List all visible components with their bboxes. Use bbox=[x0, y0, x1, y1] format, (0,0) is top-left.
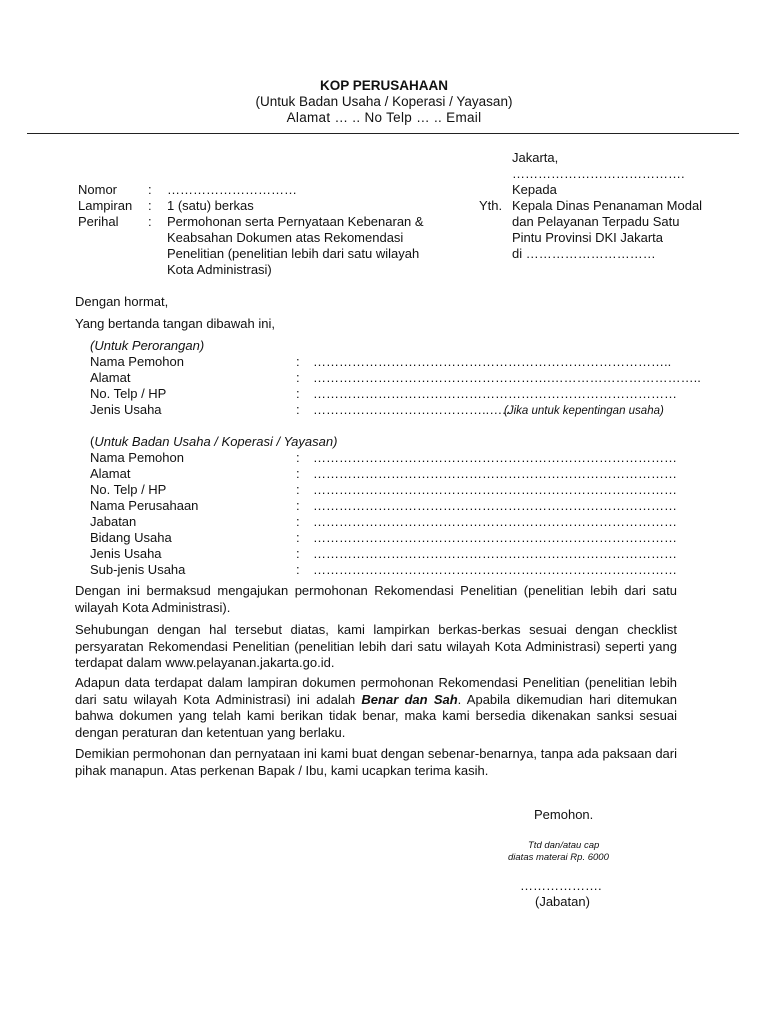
greeting: Dengan hormat, bbox=[75, 294, 169, 309]
bu-alamat-value: ………………………………………………………………………… bbox=[313, 466, 677, 481]
perihal-line-1: Permohonan serta Pernyataan Kebenaran & bbox=[167, 214, 424, 229]
badan-usaha-heading bbox=[90, 434, 337, 450]
perorangan-jenis-value: …………………………………..….. bbox=[313, 402, 510, 417]
perorangan-jenis-colon: : bbox=[296, 402, 300, 417]
bu-bidang-colon: : bbox=[296, 530, 300, 545]
bu-jenis-label: Jenis Usaha bbox=[90, 546, 162, 561]
paragraph-3 bbox=[75, 675, 677, 741]
bu-perusahaan-value: ………………………………………………………………………… bbox=[313, 498, 677, 513]
bu-telp-value: ………………………………………………………………………… bbox=[313, 482, 677, 497]
bu-jabatan-colon: : bbox=[296, 514, 300, 529]
signature-ttd-line1: Ttd dan/atau cap bbox=[528, 840, 600, 851]
intro-text: Yang bertanda tangan dibawah ini, bbox=[75, 316, 275, 331]
date-dots: …………………………………. bbox=[512, 166, 685, 181]
bu-subjenis-value: ………………………………………………………………………… bbox=[313, 562, 677, 577]
perorangan-nama-label: Nama Pemohon bbox=[90, 354, 184, 369]
nomor-colon: : bbox=[148, 182, 152, 197]
bu-perusahaan-colon: : bbox=[296, 498, 300, 513]
bu-bidang-label: Bidang Usaha bbox=[90, 530, 172, 545]
badan-usaha-heading-text: Untuk Badan Usaha / Koperasi / Yayasan) bbox=[94, 434, 338, 449]
bu-telp-colon: : bbox=[296, 482, 300, 497]
perorangan-nama-value: ……………………………………………………………………….. bbox=[313, 354, 672, 369]
perihal-line-4: Kota Administrasi) bbox=[167, 262, 272, 277]
city-label: Jakarta, bbox=[512, 150, 559, 165]
nomor-value: ………………………… bbox=[167, 182, 297, 197]
paragraph-3-after: . Apabila dikemudian hari ditemukan bahwa dokumen yang telah kami berikan tidak benar, maka kami bersedia dikenakan sanksi sesuai dengan peraturan dan ketentuan yang berlaku. bbox=[75, 691, 677, 740]
bu-jenis-value: ………………………………………………………………………… bbox=[313, 546, 677, 561]
perorangan-telp-label: No. Telp / HP bbox=[90, 386, 167, 401]
signature-name-dots: ………………. bbox=[520, 878, 602, 893]
recipient-line-2: dan Pelayanan Terpadu Satu bbox=[512, 214, 680, 229]
recipient-line-4: di ………………………… bbox=[512, 246, 656, 261]
bu-subjenis-colon: : bbox=[296, 562, 300, 577]
letterhead-title: KOP PERUSAHAAN bbox=[319, 78, 449, 93]
perorangan-alamat-value: ……………………………………………….…………………………….. bbox=[313, 370, 701, 385]
bu-jabatan-label: Jabatan bbox=[90, 514, 137, 529]
bu-telp-label: No. Telp / HP bbox=[90, 482, 167, 497]
signature-ttd-line2: diatas materai Rp. 6000 bbox=[508, 852, 609, 863]
bu-nama-value: ………………………………………………………………………… bbox=[313, 450, 677, 465]
letterhead-divider bbox=[27, 133, 739, 134]
bu-subjenis-label: Sub-jenis Usaha bbox=[90, 562, 186, 577]
perorangan-jenis-note: (Jika untuk kepentingan usaha) bbox=[504, 405, 664, 417]
paragraph-1: Dengan ini bermaksud mengajukan permohonan Rekomendasi Penelitian (penelitian lebih dari satu wilayah Kota Administrasi). bbox=[75, 583, 677, 615]
kepada-label: Kepada bbox=[512, 182, 557, 197]
letterhead-subtitle: (Untuk Badan Usaha / Koperasi / Yayasan) bbox=[255, 94, 513, 109]
signature-jabatan: (Jabatan) bbox=[535, 894, 590, 909]
lampiran-value: 1 (satu) berkas bbox=[167, 198, 254, 213]
letterhead-address: Alamat … .. No Telp … .. Email bbox=[286, 110, 482, 125]
perorangan-alamat-label: Alamat bbox=[90, 370, 131, 385]
yth-label: Yth. bbox=[479, 198, 503, 213]
perihal-colon: : bbox=[148, 214, 152, 229]
bu-alamat-label: Alamat bbox=[90, 466, 131, 481]
bu-nama-colon: : bbox=[296, 450, 300, 465]
bu-jabatan-value: ………………………………………………………………………… bbox=[313, 514, 677, 529]
bu-alamat-colon: : bbox=[296, 466, 300, 481]
paragraph-4: Demikian permohonan dan pernyataan ini kami buat dengan sebenar-benarnya, tanpa ada paksaan dari pihak manapun. Atas perkenan Bapak / Ibu, kami ucapkan terima kasih. bbox=[75, 746, 677, 778]
lampiran-label: Lampiran bbox=[78, 198, 133, 213]
perorangan-nama-colon: : bbox=[296, 354, 300, 369]
signature-pemohon: Pemohon. bbox=[534, 807, 594, 822]
paragraph-3-emphasis: Benar dan Sah bbox=[361, 691, 458, 707]
bu-perusahaan-label: Nama Perusahaan bbox=[90, 498, 199, 513]
perorangan-jenis-label: Jenis Usaha bbox=[90, 402, 162, 417]
recipient-line-1: Kepala Dinas Penanaman Modal bbox=[512, 198, 703, 213]
perihal-line-2: Keabsahan Dokumen atas Rekomendasi bbox=[167, 230, 404, 245]
bu-bidang-value: ………………………………………………………………………… bbox=[313, 530, 677, 545]
paragraph-2: Sehubungan dengan hal tersebut diatas, kami lampirkan berkas-berkas sesuai dengan checklist persyaratan Rekomendasi Penelitian (penelitian lebih dari satu wilayah Kota Administrasi) seperti yang terdapat dalam www.pelayanan.jakarta.go.id. bbox=[75, 622, 677, 670]
perihal-line-3: Penelitian (penelitian lebih dari satu wilayah bbox=[167, 246, 420, 261]
lampiran-colon: : bbox=[148, 198, 152, 213]
perorangan-heading: (Untuk Perorangan) bbox=[90, 338, 205, 353]
perihal-label: Perihal bbox=[78, 214, 119, 229]
nomor-label: Nomor bbox=[78, 182, 118, 197]
perorangan-alamat-colon: : bbox=[296, 370, 300, 385]
perorangan-telp-colon: : bbox=[296, 386, 300, 401]
badan-usaha-heading-paren: ( bbox=[90, 434, 95, 449]
perorangan-telp-value: ………………………………………………………………………… bbox=[313, 386, 677, 401]
bu-nama-label: Nama Pemohon bbox=[90, 450, 184, 465]
recipient-line-3: Pintu Provinsi DKI Jakarta bbox=[512, 230, 664, 245]
paragraph-3-before: Adapun data terdapat dalam lampiran dokumen permohonan Rekomendasi Penelitian (penelitian lebih dari satu wilayah Kota Administrasi) ini adalah bbox=[75, 675, 677, 707]
bu-jenis-colon: : bbox=[296, 546, 300, 561]
